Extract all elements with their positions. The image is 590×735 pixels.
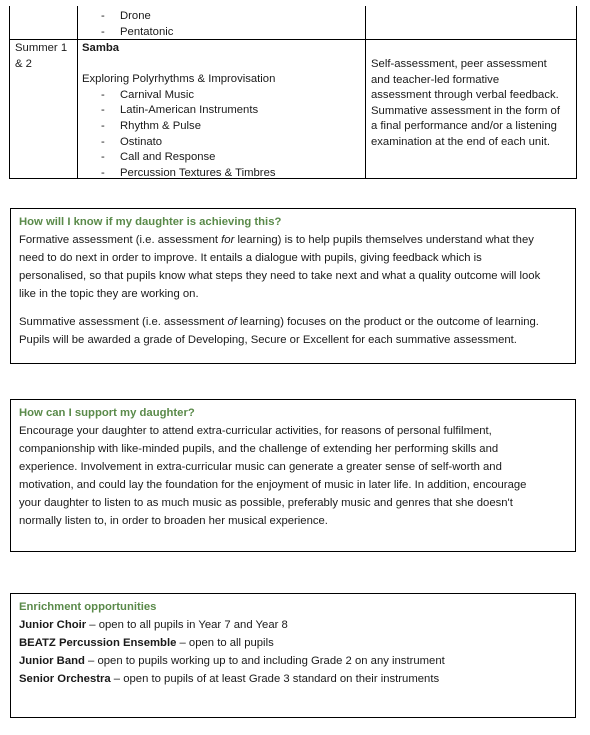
enrichment-item: Junior Band – open to pupils working up to and including Grade 2 on any instrument: [19, 655, 445, 667]
assessment-line: examination at the end of each unit.: [371, 135, 550, 148]
curriculum-table: [9, 6, 577, 179]
paragraph-line: Pupils will be awarded a grade of Developing, Secure or Excellent for each summative assessment.: [19, 334, 517, 346]
support-section: [10, 399, 576, 552]
paragraph-line: Encourage your daughter to attend extra-curricular activities, for reasons of personal fulfilment,: [19, 425, 492, 437]
enrichment-item: Junior Choir – open to all pupils in Year 7 and Year 8: [19, 619, 288, 631]
list-item: - Call and Response: [101, 150, 276, 166]
achieving-section: [10, 208, 576, 364]
list-item: - Carnival Music: [101, 88, 276, 104]
unit-title: Samba: [82, 42, 120, 54]
unit-topic-list: [101, 88, 276, 182]
term-cell: [15, 41, 75, 72]
paragraph-line: companionship with like-minded pupils, and the challenge of extending her performing skills and: [19, 443, 499, 455]
assessment-cell: [371, 57, 560, 151]
section-heading: How can I support my daughter?: [19, 407, 195, 419]
list-item: - Rhythm & Pulse: [101, 119, 276, 135]
topic-cell: [82, 41, 276, 181]
paragraph-line: need to do next in order to improve. It entails a dialogue with pupils, giving feedback which is: [19, 252, 482, 264]
enrichment-section: [10, 593, 576, 718]
section-heading: Enrichment opportunities: [19, 601, 157, 613]
paragraph-line: normally listen to, in order to broaden her musical experience.: [19, 515, 328, 527]
enrichment-item: Senior Orchestra – open to pupils of at least Grade 3 standard on their instruments: [19, 673, 440, 685]
list-item: - Drone: [101, 9, 173, 25]
unit-subtitle: Exploring Polyrhythms & Improvisation: [82, 73, 276, 86]
section-heading: How will I know if my daughter is achieving this?: [19, 216, 282, 228]
paragraph-line: Summative assessment (i.e. assessment of learning) focuses on the product or the outcome of learning.: [19, 316, 539, 328]
list-item: - Latin-American Instruments: [101, 103, 276, 119]
assessment-line: assessment through verbal feedback.: [371, 89, 559, 102]
list-item: - Ostinato: [101, 135, 276, 151]
term-label: Summer 1 & 2: [15, 42, 68, 70]
paragraph-line: like in the topic they are working on.: [19, 288, 199, 300]
paragraph-line: your daughter to listen to as much music as possible, preferably music and genres that she doesn't: [19, 497, 513, 509]
paragraph-line: experience. Involvement in extra-curricular music can generate a greater sense of self-worth and: [19, 461, 502, 473]
prev-row-topic-list: [101, 9, 173, 40]
assessment-line: Summative assessment in the form of: [371, 104, 560, 117]
paragraph-line: personalised, so that pupils know what steps they need to take next and what a quality outcome will look: [19, 270, 541, 282]
paragraph-line: motivation, and could lay the foundation for the enjoyment of music in later life. In addition, encourage: [19, 479, 527, 491]
assessment-line: and teacher-led formative: [371, 73, 500, 86]
list-item: - Pentatonic: [101, 25, 173, 41]
assessment-line: Self-assessment, peer assessment: [371, 58, 547, 70]
paragraph-line: Formative assessment (i.e. assessment for learning) is to help pupils themselves understand what they: [19, 234, 534, 246]
list-item: - Percussion Textures & Timbres: [101, 166, 276, 182]
assessment-line: a final performance and/or a listening: [371, 120, 557, 133]
enrichment-item: BEATZ Percussion Ensemble – open to all pupils: [19, 637, 274, 649]
